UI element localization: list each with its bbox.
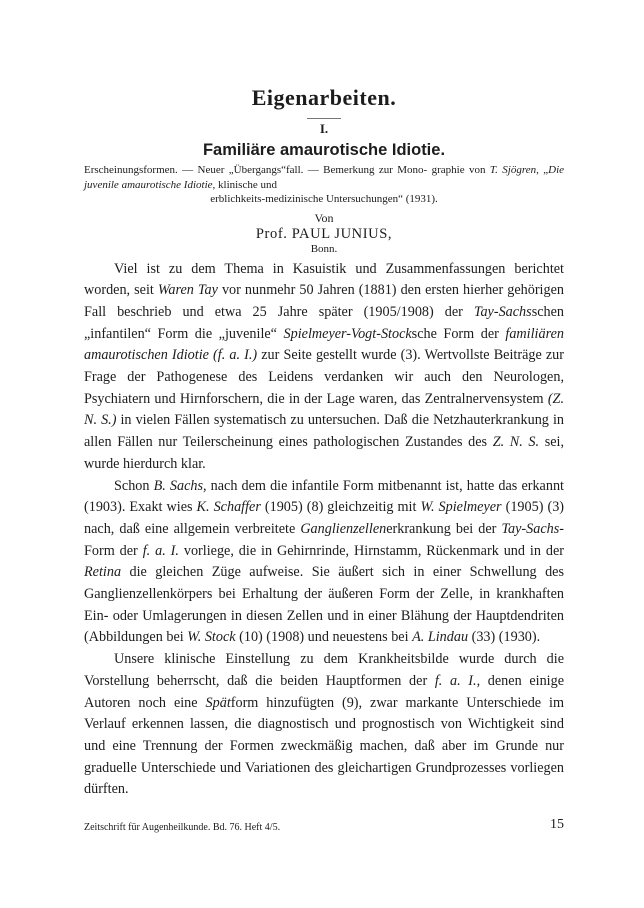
paragraph-3: Unsere klinische Einstellung zu dem Krankheitsbilde wurde durch die Vorstellung beherrscht, daß die beiden Hauptformen der f. a. I., denen einige Autoren noch eine Spätform hinzufügten (9), zwar markante Unterschiede im Verlauf erkennen lassen, die diagnostisch und prognostisch von Wichtigkeit sind und eine Trennung der Formen zweckmäßig machen, daß aber im Grunde nur graduelle Unterschiede und Variationen des gleichartigen Grundprozesses vorliegen dürften. bbox=[84, 651, 565, 798]
article-body bbox=[84, 259, 564, 802]
author-place: Bonn. bbox=[310, 242, 338, 255]
abstract-summary bbox=[84, 163, 564, 207]
paragraph-2: Schon B. Sachs, nach dem die infantile Form mitbenannt ist, hatte das erkannt (1903). Exakt wies K. Schaffer (1905) (8) gleichzeitig mit W. Spielmeyer (1905) (3) nach, daß eine allgemein verbreitete Ganglienzellenerkrankung bei der Tay-Sachs-Form der f. a. I. vorliege, die in Gehirnrinde, Hirnstamm, Rückenmark und in der Retina die gleichen Züge aufweise. Sie äußert sich in einer Schwellung des Ganglienzellenkörpers bei Erhaltung der äußeren Form der Zelle, in krankhaften Ein- oder Umlagerungen in diesen Zellen und in einer Blähung der Hauptdendriten (Abbildungen bei W. Stock (10) (1908) und neuestens bei A. Lindau (33) (1930). bbox=[84, 477, 565, 646]
title-rule bbox=[307, 118, 341, 119]
page-number: 15 bbox=[550, 817, 564, 832]
article-title: Familiäre amaurotische Idiotie. bbox=[202, 141, 446, 159]
page-footer bbox=[84, 817, 564, 834]
section-title: Eigenarbeiten. bbox=[251, 85, 397, 110]
paragraph-1: Viel ist zu dem Thema in Kasuistik und Zusammenfassungen berichtet worden, seit Waren Tay vor nunmehr 50 Jahren (1881) den ersten hierher gehörigen Fall beschrieb und etwa 25 Jahre später (1905/1908) der Tay-Sachsschen „infantilen“ Form die „juvenile“ Spielmeyer-Vogt-Stocksche Form der familiären amaurotischen Idiotie (f. a. I.) zur Seite gestellt wurde (3). Wertvollste Beiträge zur Frage der Pathogenese des Leidens verdanken wir auch den Neurologen, Psychiatern und Hirnforschern, die in der Lage waren, das Zentralnervensystem (Z. N. S.) in vielen Fällen systematisch zu untersuchen. Daß die Netzhauterkrankung in allen Fällen nur Teilerscheinung eines pathologischen Zustandes des Z. N. S. sei, wurde hierdurch klar. bbox=[84, 260, 565, 472]
summary-line-1: Erscheinungsformen. — Neuer „Übergangs“fall. — Bemerkung zur Mono- bbox=[84, 164, 428, 176]
journal-reference: Zeitschrift für Augenheilkunde. Bd. 76. Heft 4/5. bbox=[84, 822, 281, 833]
page bbox=[84, 84, 564, 801]
summary-line-3: erblichkeits-medizinische Untersuchungen“ (1931). bbox=[210, 193, 438, 205]
summary-line-2: graphie von T. Sjögren, „Die juvenile amaurotische Idiotie, klinische und bbox=[84, 164, 565, 191]
author-von: Von bbox=[314, 210, 334, 225]
section-number: I. bbox=[319, 121, 329, 136]
author-name: Prof. PAUL JUNIUS, bbox=[255, 225, 393, 242]
